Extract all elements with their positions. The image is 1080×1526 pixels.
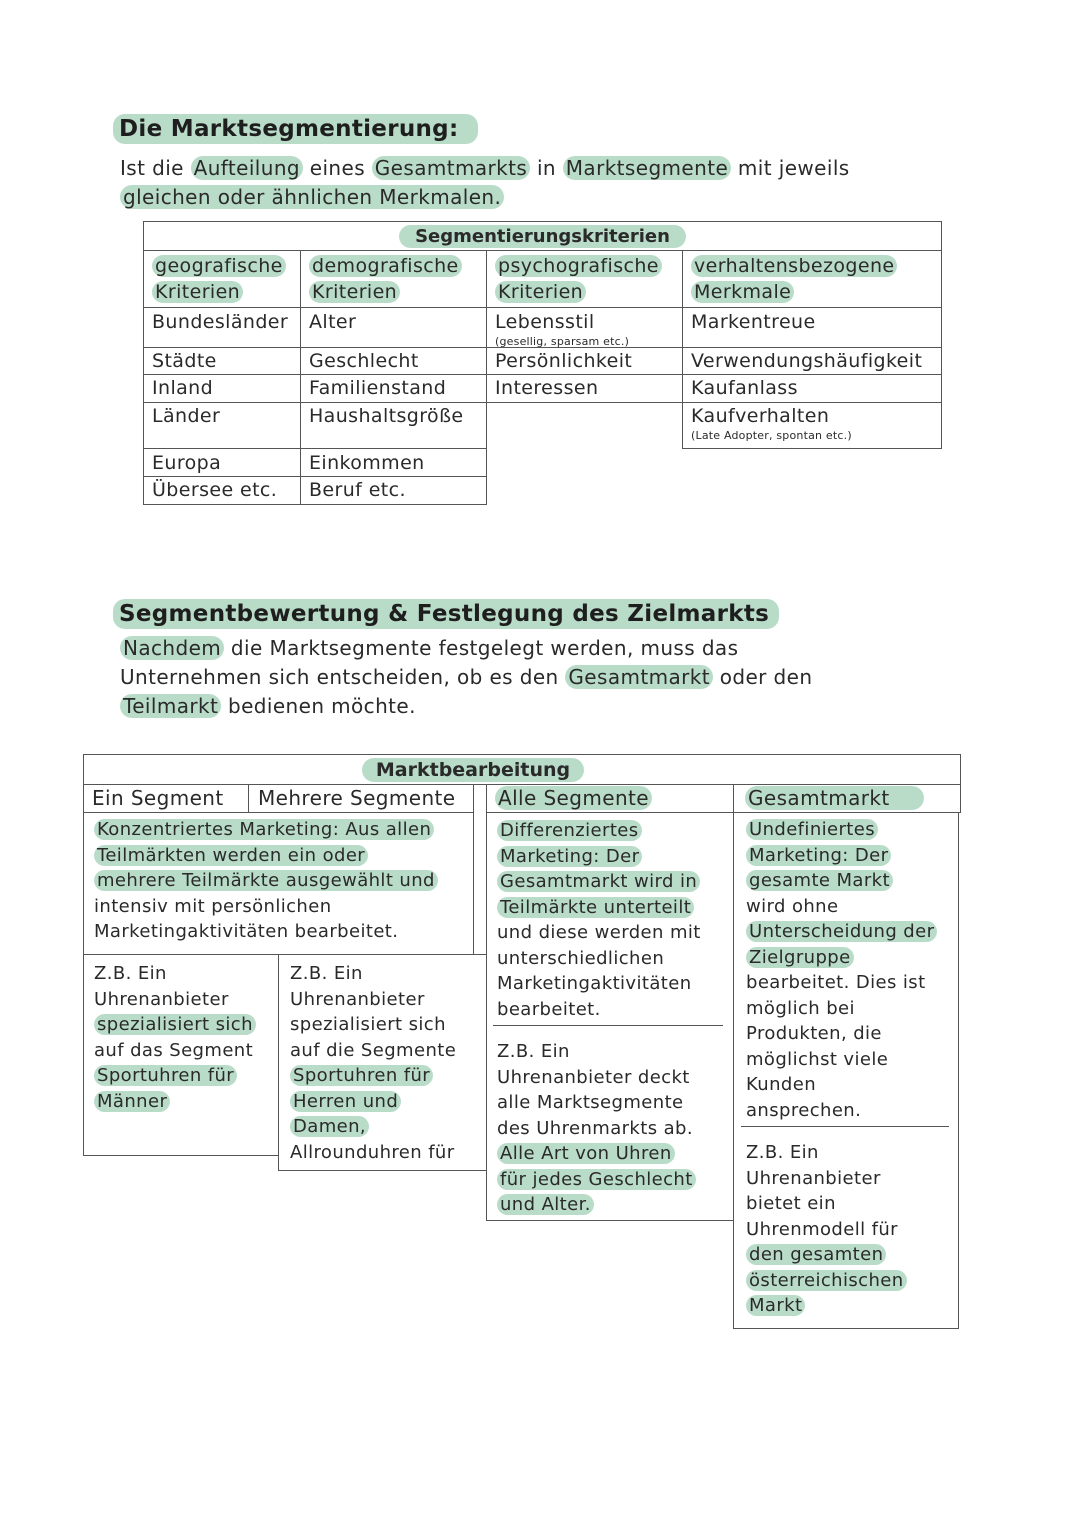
table-cell: Übersee etc. — [152, 479, 278, 501]
undefiniertes-marketing-text: Undefiniertes Marketing: Der gesamte Markt wird ohne Unterscheidung der Zielgruppe bearbeitet. Dies ist möglich bei Produkten, die möglichst viele Kunden ansprechen. — [738, 817, 958, 1123]
table-cell: Inland — [152, 377, 214, 399]
differenziertes-marketing-text: Differenziertes Marketing: Der Gesamtmarkt wird in Teilmärkte unterteilt und diese werden mit unterschiedlichen Marketingaktivitäten bearbeitet. — [497, 820, 701, 1020]
table-cell: Alter — [309, 311, 357, 333]
section2-title: Segmentbewertung & Festlegung des Zielmarkts — [113, 601, 779, 627]
example-mehrere-segmente: Z.B. Ein Uhrenanbieter spezialisiert sich auf die Segmente Sportuhren für Herren und Damen, Allrounduhren für — [290, 963, 457, 1163]
table-cell: Beruf etc. — [309, 479, 406, 501]
table-cell: Markentreue — [691, 311, 816, 333]
example-alle-segmente: Z.B. Ein Uhrenanbieter deckt alle Marktsegmente des Uhrenmarkts ab. Alle Art von Uhren für jedes Geschlecht und Alter. — [489, 1039, 733, 1218]
section1-title: Die Marktsegmentierung: — [113, 116, 478, 142]
table-cell: Länder — [152, 405, 221, 427]
table-cell: Familienstand — [309, 377, 447, 399]
section1-intro: Ist die Aufteilung eines Gesamtmarkts in Marktsegmente mit jeweils gleichen oder ähnlichen Merkmalen. — [120, 156, 850, 209]
col-psychografisch-header: psychografische Kriterien — [487, 253, 682, 305]
table-cell: Bundesländer — [152, 311, 289, 333]
example-gesamtmarkt: Z.B. Ein Uhrenanbieter bietet ein Uhrenmodell für den gesamten österreichischen Markt — [738, 1140, 958, 1319]
table-cell: Einkommen — [309, 452, 425, 474]
table-cell: Europa — [152, 452, 222, 474]
table-cell: Lebensstil (gesellig, sparsam etc.) — [495, 311, 630, 348]
col-alle-segmente: Alle Segmente — [487, 785, 660, 811]
table-note: (gesellig, sparsam etc.) — [495, 335, 630, 348]
col-gesamtmarkt: Gesamtmarkt — [737, 785, 932, 811]
table-cell: Haushaltsgröße — [309, 405, 464, 427]
table-cell: Kaufanlass — [691, 377, 798, 399]
table-note: (Late Adopter, spontan etc.) — [691, 429, 852, 442]
table-cell: Persönlichkeit — [495, 350, 633, 372]
table1-header: Segmentierungskriterien — [143, 226, 942, 247]
col-verhalten-header: verhaltensbezogene Merkmale — [683, 253, 941, 305]
section2-intro: Nachdem die Marktsegmente festgelegt werden, muss das Unternehmen sich entscheiden, ob es den Gesamtmarkt oder den Teilmarkt bedienen möchte. — [120, 636, 813, 718]
col-geografisch-header: geografische Kriterien — [144, 253, 300, 305]
col-ein-segment: Ein Segment — [92, 786, 224, 810]
table-cell: Städte — [152, 350, 217, 372]
table2-header: Marktbearbeitung — [83, 759, 863, 781]
table-cell: Verwendungshäufigkeit — [691, 350, 923, 372]
table-cell: Interessen — [495, 377, 599, 399]
col-demografisch-header: demografische Kriterien — [301, 253, 486, 305]
table-cell: Geschlecht — [309, 350, 419, 372]
table-cell: Kaufverhalten (Late Adopter, spontan etc.) — [691, 405, 852, 442]
col-mehrere-segmente: Mehrere Segmente — [258, 786, 456, 810]
konzentriertes-marketing-text: Konzentriertes Marketing: Aus allen Teilmärkten werden ein oder mehrere Teilmärkte ausgewählt und intensiv mit persönlichen Marketingaktivitäten bearbeitet. — [86, 817, 476, 945]
example-ein-segment: Z.B. Ein Uhrenanbieter spezialisiert sich auf das Segment Sportuhren für Männer — [86, 961, 278, 1114]
